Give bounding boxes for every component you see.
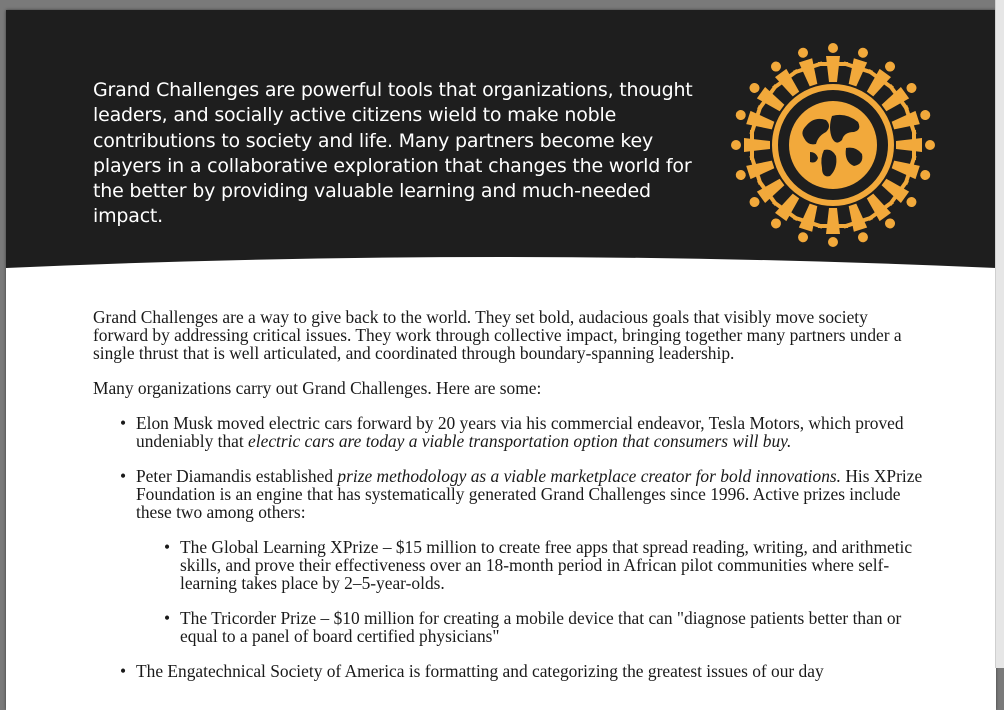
vertical-scrollbar[interactable] xyxy=(995,0,1004,668)
document-body xyxy=(93,308,923,697)
person-figure-icon xyxy=(818,43,848,82)
list-item-xprize xyxy=(93,467,923,645)
list-item-tesla xyxy=(93,414,923,450)
person-figure-icon xyxy=(818,208,848,247)
person-figure-icon xyxy=(731,130,770,160)
person-figure-icon xyxy=(896,130,935,160)
bullet-icon: • xyxy=(120,413,127,433)
list-item-text: The Engatechnical Society of America is formatting and categorizing the greatest issues xyxy=(136,661,753,681)
list-item-text: Elon Musk moved electric cars forward by 20 years via his commercial endeavor, Tesla Motors, which proved undeniably that xyxy=(136,413,904,451)
examples-list xyxy=(93,414,923,680)
prize-sublist xyxy=(136,538,923,645)
banner-intro-text: Grand Challenges are powerful tools that organizations, thought leaders, and socially active citizens wield to make noble contributions to society and life. Many partners become key players in a collaborative exploration that changes the world for the better by providing valuable learning and much-needed impact. xyxy=(93,79,693,228)
list-item-partial xyxy=(93,662,923,680)
list-item-text: of our day xyxy=(752,661,824,681)
globe-with-people-ring-icon xyxy=(728,40,938,250)
list-item-italic: prize methodology as a viable marketplace creator for bold innovations. xyxy=(337,466,842,486)
document-page xyxy=(6,10,996,710)
list-item-italic: electric cars are today a viable transportation option that consumers will buy. xyxy=(248,431,792,451)
list-item-text: Peter Diamandis established xyxy=(136,466,338,486)
list-item-text: His XPrize Foundation is an engine that has systematically generated Grand Challenges since 1996. Active prizes include these two among others: xyxy=(136,466,923,522)
sublist-item-tricorder xyxy=(136,609,923,645)
sublist-item-text: The Tricorder Prize – $10 million for creating a mobile device that can "diagnose patients better than or equal to a panel of board certified physicians" xyxy=(180,608,902,646)
examples-lead-paragraph: Many organizations carry out Grand Challenges. Here are some: xyxy=(93,378,542,398)
sublist-item-learning-xprize xyxy=(136,538,923,592)
header-banner xyxy=(6,10,996,282)
bullet-icon: • xyxy=(120,466,127,486)
intro-paragraph: Grand Challenges are a way to give back to the world. They set bold, audacious goals that visibly move society forward by addressing critical issues. They work through collective impact, bringing together many partners under a single thrust that is well articulated, and coordinated through boundary-spanning leadership. xyxy=(93,307,902,363)
bullet-icon: • xyxy=(164,608,171,628)
bullet-icon: • xyxy=(120,661,127,681)
sublist-item-text: The Global Learning XPrize – $15 million to create free apps that spread reading, writing, and arithmetic skills, and prove their effectiveness over an 18-month period in African pilot communities where self-learning takes place by 2–5-year-olds. xyxy=(180,537,913,593)
bullet-icon: • xyxy=(164,537,171,557)
